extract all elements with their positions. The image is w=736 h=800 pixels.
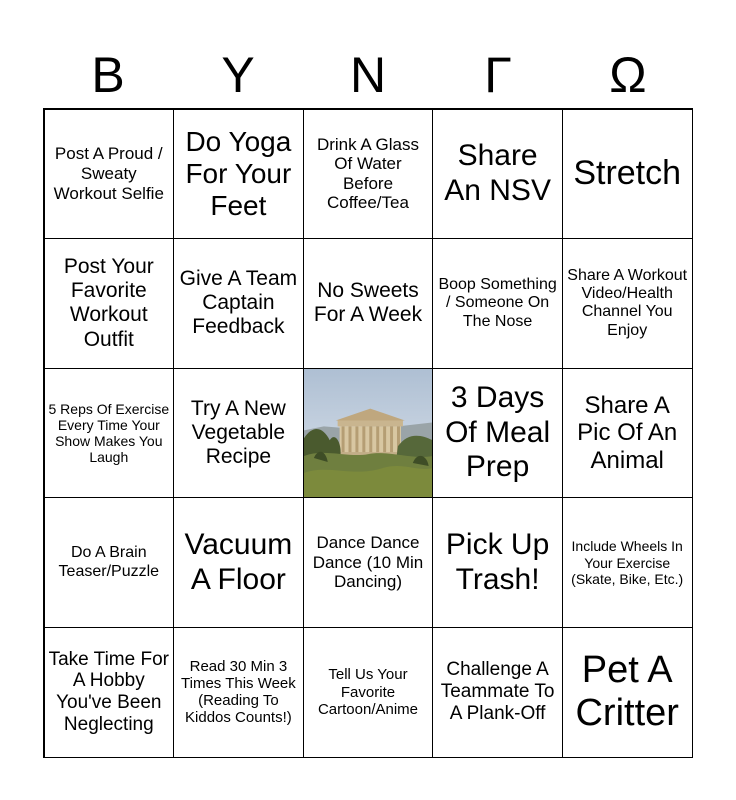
bingo-cell[interactable]: Challenge A Teammate To A Plank-Off <box>432 627 563 758</box>
bingo-cell[interactable]: 5 Reps Of Exercise Every Time Your Show Makes You Laugh <box>44 368 175 499</box>
bingo-cell[interactable]: Tell Us Your Favorite Cartoon/Anime <box>303 627 434 758</box>
bingo-card <box>43 108 693 758</box>
bingo-cell[interactable]: Share An NSV <box>432 109 563 240</box>
bingo-cell[interactable]: Post A Proud / Sweaty Workout Selfie <box>44 109 175 240</box>
bingo-cell[interactable]: Stretch <box>562 109 693 240</box>
header-letter-1: Β <box>91 47 125 103</box>
bingo-cell[interactable]: Boop Something / Someone On The Nose <box>432 238 563 369</box>
temple-photo <box>304 369 433 498</box>
bingo-cell[interactable]: Drink A Glass Of Water Before Coffee/Tea <box>303 109 434 240</box>
header-letter-2: Υ <box>221 47 255 103</box>
bingo-header <box>43 42 693 108</box>
header-letter-4: Γ <box>484 47 512 103</box>
bingo-cell[interactable]: Vacuum A Floor <box>173 497 304 628</box>
bingo-cell[interactable]: Pick Up Trash! <box>432 497 563 628</box>
bingo-cell[interactable]: Take Time For A Hobby You've Been Neglecting <box>44 627 175 758</box>
bingo-cell[interactable]: Give A Team Captain Feedback <box>173 238 304 369</box>
bingo-cell[interactable]: Dance Dance Dance (10 Min Dancing) <box>303 497 434 628</box>
bingo-cell[interactable]: Do Yoga For Your Feet <box>173 109 304 240</box>
bingo-cell[interactable]: Post Your Favorite Workout Outfit <box>44 238 175 369</box>
header-letter-3: Ν <box>349 47 387 103</box>
bingo-cell[interactable]: Pet A Critter <box>562 627 693 758</box>
bingo-cell[interactable]: Do A Brain Teaser/Puzzle <box>44 497 175 628</box>
bingo-cell[interactable]: Share A Pic Of An Animal <box>562 368 693 499</box>
bingo-cell[interactable]: Include Wheels In Your Exercise (Skate, Bike, Etc.) <box>562 497 693 628</box>
bingo-cell[interactable]: Read 30 Min 3 Times This Week (Reading To Kiddos Counts!) <box>173 627 304 758</box>
bingo-cell[interactable]: Share A Workout Video/Health Channel You Enjoy <box>562 238 693 369</box>
bingo-cell[interactable]: No Sweets For A Week <box>303 238 434 369</box>
free-space-image <box>303 368 434 499</box>
bingo-cell[interactable]: Try A New Vegetable Recipe <box>173 368 304 499</box>
bingo-cell[interactable]: 3 Days Of Meal Prep <box>432 368 563 499</box>
header-letter-5: Ω <box>609 47 647 103</box>
